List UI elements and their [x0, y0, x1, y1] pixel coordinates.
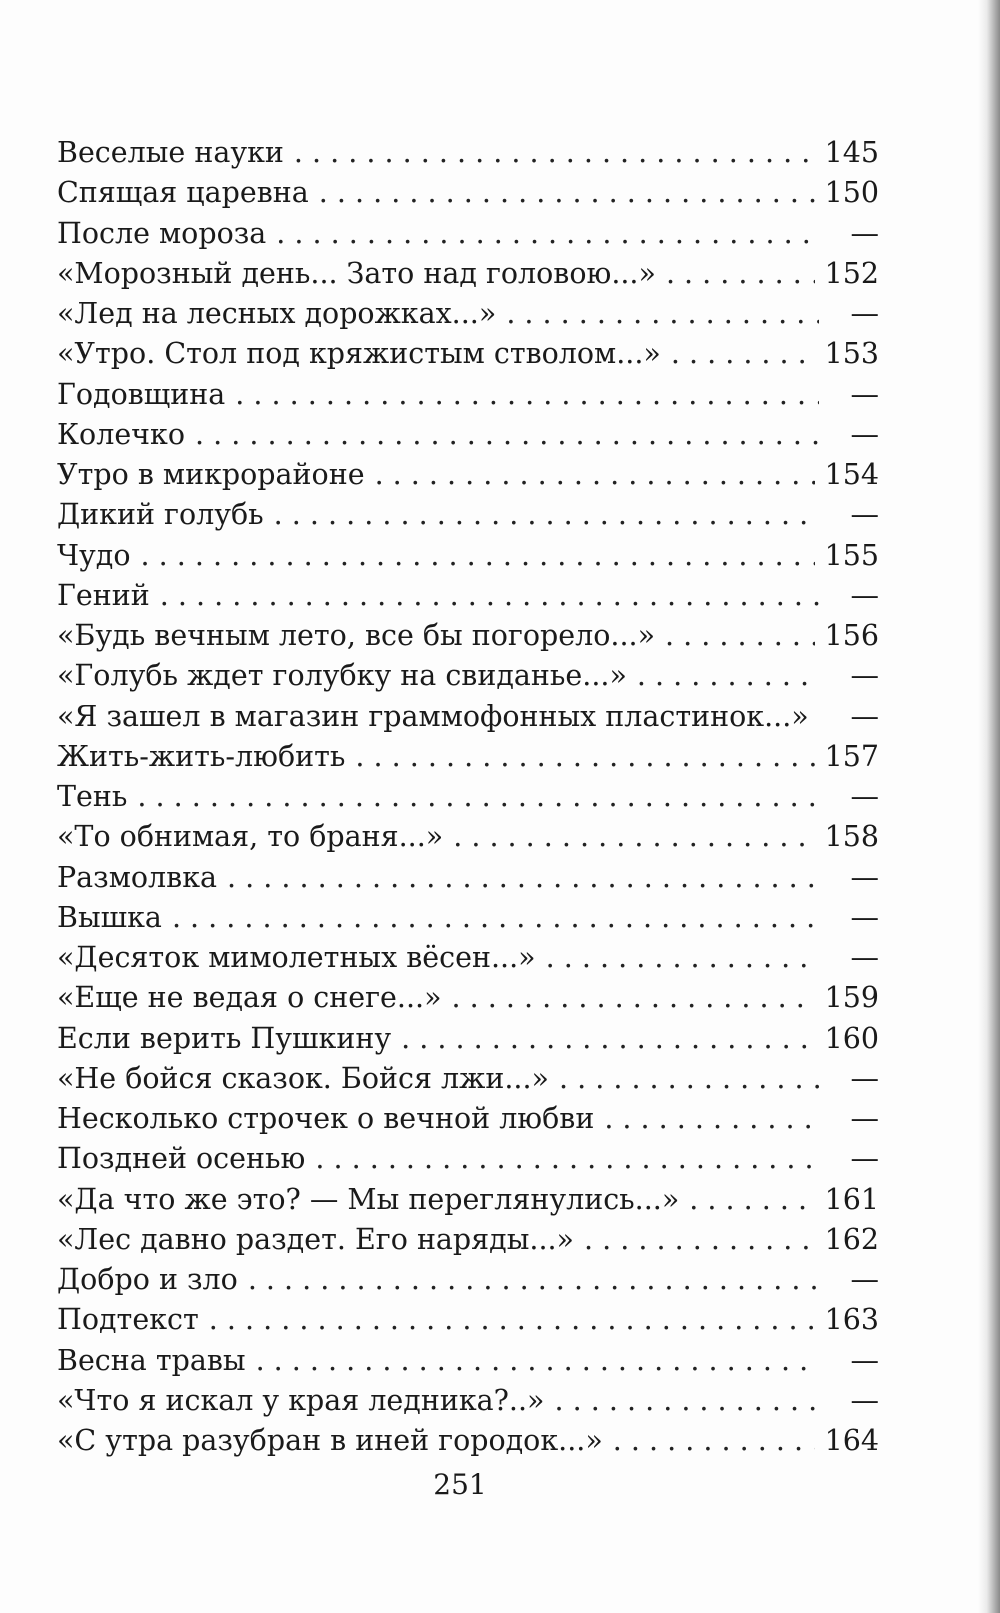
- toc-entry-page: 163: [824, 1303, 879, 1337]
- toc-leader-dots: [355, 737, 814, 777]
- toc-entry-page: 153: [824, 337, 879, 371]
- toc-entry: [57, 1019, 879, 1059]
- toc-entry: [57, 656, 879, 696]
- toc-entry: [57, 817, 879, 857]
- toc-entry-title: Утро в микрорайоне: [57, 458, 365, 491]
- toc-entry-page: 155: [824, 538, 879, 572]
- toc-entry-title: Дикий голубь: [57, 498, 264, 532]
- toc-entry-title: Чудо: [57, 538, 131, 572]
- toc-entry: [57, 1300, 879, 1340]
- toc-entry-title: «Утро. Стол под кряжистым стволом...»: [57, 337, 661, 371]
- toc-entry-title: Весна травы: [57, 1343, 246, 1377]
- toc-entry: [57, 1059, 879, 1099]
- toc-entry: [57, 1381, 879, 1421]
- toc-entry-title: Гений: [57, 578, 150, 612]
- toc-leader-dots: [276, 214, 819, 254]
- toc-entry-title: Тень: [57, 780, 128, 813]
- toc-leader-dots: [506, 294, 819, 334]
- toc-entry-title: «Морозный день... Зато над головою...»: [57, 256, 656, 290]
- toc-leader-dots: [209, 1300, 815, 1340]
- toc-leader-dots: [294, 133, 815, 173]
- toc-entry-page: —: [850, 1343, 879, 1377]
- toc-entry-title: Размолвка: [57, 860, 217, 894]
- toc-entry-title: Поздней осенью: [57, 1142, 306, 1176]
- toc-leader-dots: [274, 495, 819, 535]
- toc-entry-page: —: [850, 1102, 879, 1135]
- toc-entry-page: —: [850, 699, 879, 733]
- toc-entry-title: Веселые науки: [57, 136, 284, 169]
- toc-entry-title: «Еще не ведая о снеге...»: [57, 981, 442, 1015]
- toc-leader-dots: [248, 1260, 819, 1300]
- toc-entry-page: 154: [824, 458, 879, 491]
- toc-entry: [57, 978, 879, 1018]
- toc-entry-page: —: [850, 860, 879, 894]
- toc-entry-title: Жить-жить-любить: [57, 739, 346, 773]
- toc-leader-dots: [315, 1139, 819, 1179]
- toc-entry: [57, 1220, 879, 1260]
- toc-entry-title: Колечко: [57, 417, 185, 451]
- toc-entry-title: Несколько строчек о вечной любви: [57, 1102, 595, 1135]
- toc-entry-page: —: [850, 216, 879, 250]
- toc-leader-dots: [689, 1180, 814, 1220]
- toc-entry-page: —: [850, 417, 879, 451]
- toc-entry-title: «Я зашел в магазин граммофонных пластинок...»: [57, 699, 809, 733]
- toc-entry-page: —: [850, 941, 879, 974]
- toc-entry-page: 156: [824, 619, 879, 652]
- toc-leader-dots: [141, 536, 815, 576]
- toc-entry-page: 150: [824, 176, 879, 210]
- page-edge-shadow: [978, 0, 1000, 1613]
- toc-entry-title: «Голубь ждет голубку на свиданье...»: [57, 659, 627, 693]
- toc-entry-page: —: [850, 377, 879, 411]
- toc-entry-page: —: [850, 578, 879, 612]
- toc-leader-dots: [160, 576, 819, 616]
- toc-entry: [57, 616, 879, 656]
- toc-entry: [57, 1260, 879, 1300]
- toc-entry-page: 164: [824, 1424, 879, 1457]
- toc-entry-title: Спящая царевна: [57, 176, 309, 210]
- toc-leader-dots: [613, 1421, 815, 1461]
- toc-entry-title: «Да что же это? — Мы переглянулись...»: [57, 1182, 680, 1216]
- toc-entry: [57, 173, 879, 213]
- toc-entry: [57, 133, 879, 173]
- toc-entry-title: «Что я искал у края ледника?..»: [57, 1383, 545, 1417]
- toc-entry-page: —: [850, 498, 879, 532]
- toc-entry-title: Годовщина: [57, 377, 226, 411]
- toc-entry: [57, 576, 879, 616]
- toc-entry-title: Подтекст: [57, 1303, 199, 1337]
- toc-leader-dots: [401, 1019, 814, 1059]
- page-number: 251: [433, 1468, 487, 1501]
- toc-entry: [57, 858, 879, 898]
- toc-entry-title: «Лед на лесных дорожках...»: [57, 297, 497, 330]
- toc-entry-page: —: [850, 659, 879, 693]
- toc-entry-page: —: [850, 900, 879, 934]
- toc-leader-dots: [453, 817, 814, 857]
- toc-leader-dots: [666, 254, 815, 294]
- toc-leader-dots: [584, 1220, 815, 1260]
- toc-entry: [57, 294, 879, 334]
- table-of-contents: [57, 133, 879, 1461]
- toc-entry: [57, 415, 879, 455]
- toc-entry-page: —: [850, 1061, 879, 1095]
- toc-entry: [57, 777, 879, 817]
- toc-entry-page: 157: [824, 739, 879, 773]
- toc-leader-dots: [319, 173, 815, 213]
- toc-leader-dots: [137, 777, 819, 817]
- toc-entry: [57, 938, 879, 978]
- toc-entry-page: —: [850, 1263, 879, 1296]
- toc-entry-page: —: [850, 780, 879, 813]
- toc-entry: [57, 898, 879, 938]
- toc-entry-page: 145: [824, 136, 879, 169]
- toc-entry: [57, 495, 879, 535]
- toc-entry-title: Если верить Пушкину: [57, 1021, 392, 1055]
- toc-entry-title: «С утра разубран в иней городок...»: [57, 1424, 603, 1457]
- toc-entry: [57, 1421, 879, 1461]
- toc-entry: [57, 1180, 879, 1220]
- toc-entry-page: 159: [824, 981, 879, 1015]
- toc-leader-dots: [172, 898, 819, 938]
- toc-leader-dots: [546, 938, 819, 978]
- toc-entry-title: Вышка: [57, 900, 162, 934]
- toc-entry-page: 158: [824, 820, 879, 854]
- toc-entry-title: «Десяток мимолетных вёсен...»: [57, 941, 536, 974]
- toc-entry: [57, 737, 879, 777]
- toc-leader-dots: [554, 1381, 819, 1421]
- toc-leader-dots: [665, 616, 815, 656]
- toc-entry-page: —: [850, 297, 879, 330]
- toc-entry: [57, 375, 879, 415]
- toc-leader-dots: [227, 858, 819, 898]
- toc-entry: [57, 1099, 879, 1139]
- toc-entry-page: 162: [824, 1222, 879, 1256]
- toc-entry-page: —: [850, 1383, 879, 1417]
- toc-leader-dots: [637, 656, 819, 696]
- toc-entry-title: «Лес давно раздет. Его наряды...»: [57, 1222, 574, 1256]
- toc-leader-dots: [195, 415, 819, 455]
- toc-entry: [57, 1139, 879, 1179]
- toc-entry: [57, 254, 879, 294]
- toc-entry-title: После мороза: [57, 216, 267, 250]
- toc-leader-dots: [559, 1059, 819, 1099]
- toc-entry-page: 152: [824, 256, 879, 290]
- toc-entry: [57, 536, 879, 576]
- toc-entry-title: «То обнимая, то браня...»: [57, 820, 444, 854]
- toc-leader-dots: [235, 375, 819, 415]
- toc-entry: [57, 697, 879, 737]
- toc-entry: [57, 1341, 879, 1381]
- toc-leader-dots: [452, 978, 815, 1018]
- toc-entry-page: —: [850, 1142, 879, 1176]
- toc-entry: [57, 334, 879, 374]
- toc-entry-page: 160: [824, 1021, 879, 1055]
- toc-leader-dots: [375, 455, 815, 495]
- toc-entry-title: «Будь вечным лето, все бы погорело...»: [57, 619, 656, 652]
- toc-entry: [57, 455, 879, 495]
- toc-leader-dots: [256, 1341, 819, 1381]
- toc-entry: [57, 214, 879, 254]
- toc-entry-title: Добро и зло: [57, 1263, 238, 1296]
- toc-leader-dots: [671, 334, 815, 374]
- toc-entry-page: 161: [824, 1182, 879, 1216]
- toc-entry-title: «Не бойся сказок. Бойся лжи...»: [57, 1061, 549, 1095]
- toc-leader-dots: [604, 1099, 819, 1139]
